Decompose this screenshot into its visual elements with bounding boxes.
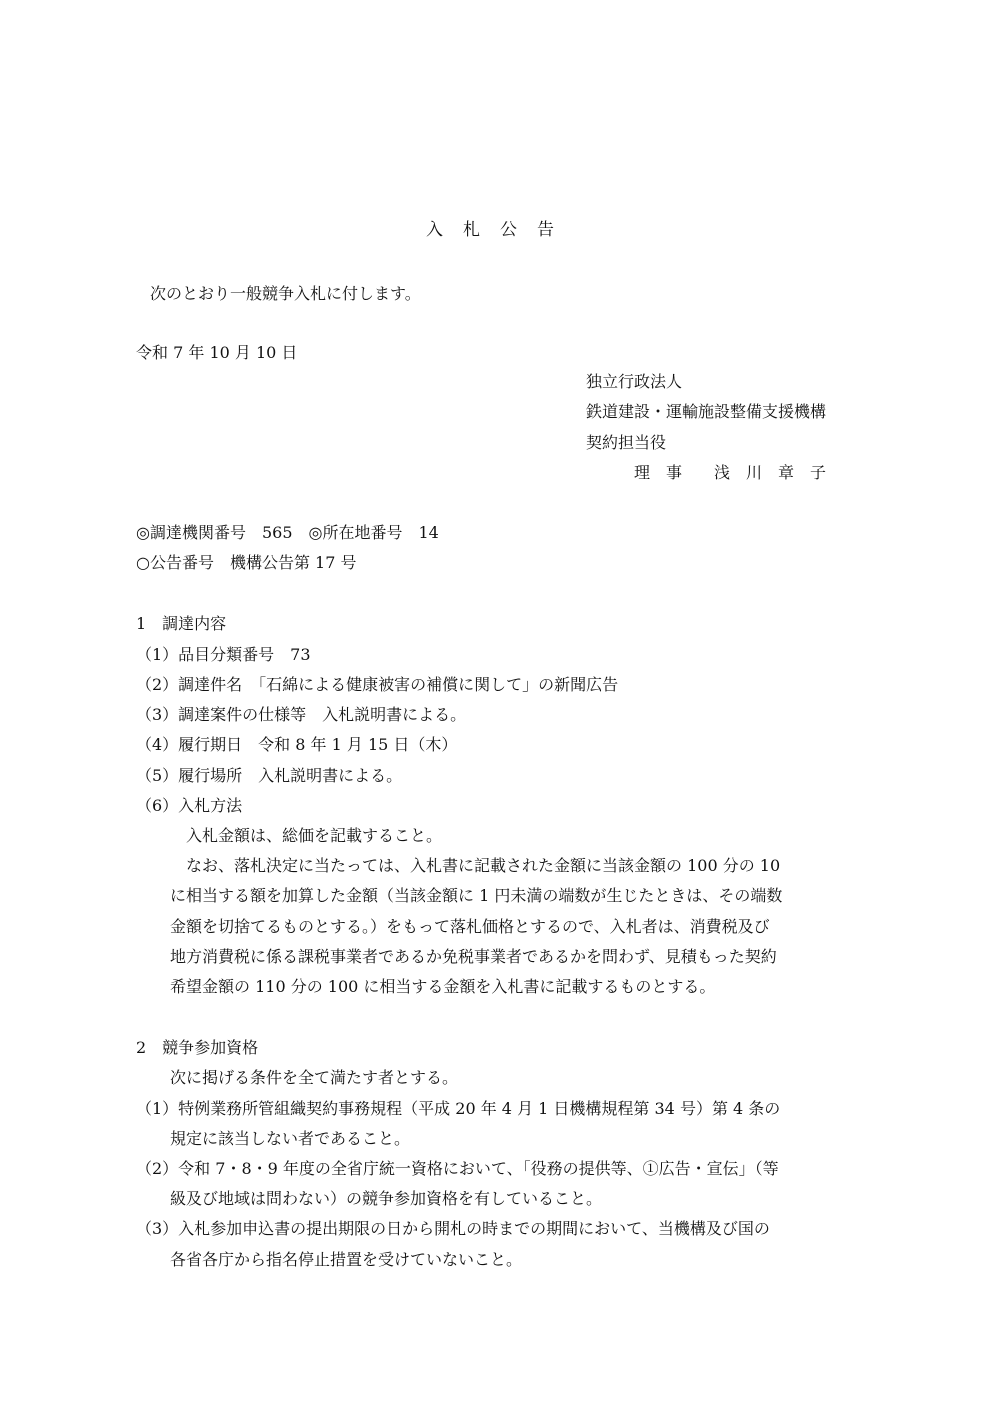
notice-number: ○公告番号 機構公告第 17 号: [136, 553, 357, 572]
section1-para1: 入札金額は、総価を記載すること。: [186, 826, 443, 845]
issuer-signatory: 理 事 浅 川 章 子: [634, 463, 827, 482]
section1-item6: （6）入札方法: [136, 796, 243, 815]
procurement-codes: ◎調達機関番号 565 ◎所在地番号 14: [136, 523, 439, 542]
section2-item1: （1）特例業務所管組織契約事務規程（平成 20 年 4 月 1 日機構規程第 34 号）第 4 条の: [136, 1099, 781, 1118]
issuer-org-type: 独立行政法人: [586, 372, 683, 391]
section2-item3: （3）入札参加申込書の提出期限の日から開札の時までの期間において、当機構及び国の: [136, 1219, 770, 1238]
section2-item3-cont: 各省各庁から指名停止措置を受けていないこと。: [170, 1250, 523, 1269]
section2-intro: 次に掲げる条件を全て満たす者とする。: [170, 1068, 459, 1087]
section2-heading: 2 競争参加資格: [136, 1038, 259, 1057]
notice-date: 令和 7 年 10 月 10 日: [136, 343, 298, 362]
section1-para2-line: 地方消費税に係る課税事業者であるか免税事業者であるかを問わず、見積もった契約: [170, 947, 777, 966]
section1-para2-line: に相当する額を加算した金額（当該金額に 1 円未満の端数が生じたときは、その端数: [170, 886, 783, 905]
intro-text: 次のとおり一般競争入札に付します。: [150, 284, 421, 303]
issuer-org-name: 鉄道建設・運輸施設整備支援機構: [586, 402, 827, 421]
section1-item2: （2）調達件名 「石綿による健康被害の補償に関して」の新聞広告: [136, 675, 619, 694]
section1-item5: （5）履行場所 入札説明書による。: [136, 766, 403, 785]
section1-para2-line: なお、落札決定に当たっては、入札書に記載された金額に当該金額の 100 分の 10: [186, 856, 781, 875]
section1-item1: （1）品目分類番号 73: [136, 645, 311, 664]
section1-heading: 1 調達内容: [136, 614, 227, 633]
section2-item2: （2）令和 7・8・9 年度の全省庁統一資格において、「役務の提供等、①広告・宣伝」（等: [136, 1159, 779, 1178]
section2-item1-cont: 規定に該当しない者であること。: [170, 1129, 411, 1148]
section1-para2-line: 金額を切捨てるものとする。）をもって落札価格とするので、入札者は、消費税及び: [170, 917, 770, 936]
page-title: 入札公告: [426, 220, 574, 240]
section1-para2-line: 希望金額の 110 分の 100 に相当する金額を入札書に記載するものとする。: [170, 977, 716, 996]
section2-item2-cont: 級及び地域は問わない）の競争参加資格を有していること。: [170, 1189, 603, 1208]
issuer-role: 契約担当役: [586, 433, 667, 452]
section1-item3: （3）調達案件の仕様等 入札説明書による。: [136, 705, 467, 724]
section1-item4: （4）履行期日 令和 8 年 1 月 15 日（木）: [136, 735, 458, 754]
